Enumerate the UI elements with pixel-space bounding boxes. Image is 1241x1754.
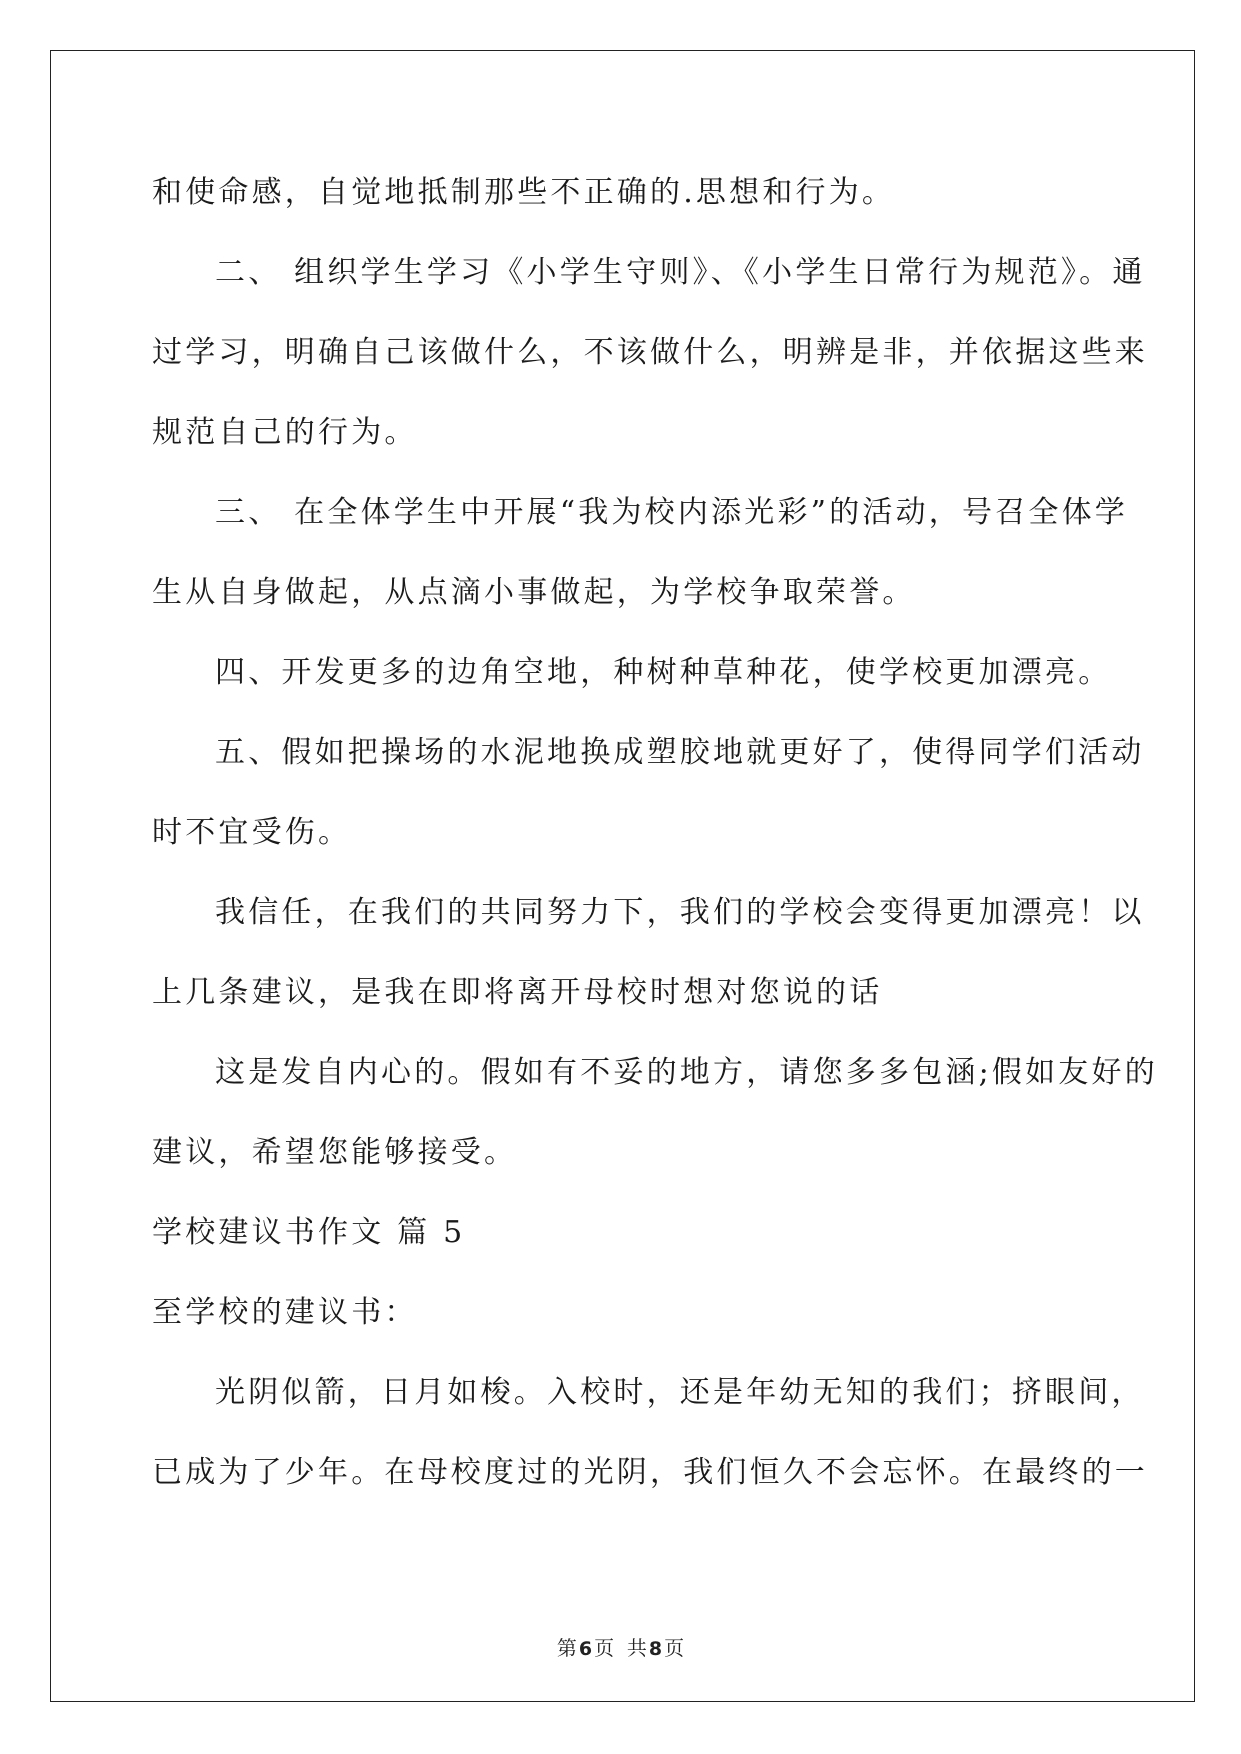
text-line: 这是发自内心的。假如有不妥的地方，请您多多包涵;假如友好的: [215, 1055, 1158, 1090]
text-line: 五、假如把操场的水泥地换成塑胶地就更好了，使得同学们活动: [215, 735, 1145, 770]
text-line: 已成为了少年。在母校度过的光阴，我们恒久不会忘怀。在最终的一: [152, 1455, 1148, 1490]
text-line: 光阴似箭，日月如梭。入校时，还是年幼无知的我们；挤眼间，: [215, 1375, 1145, 1410]
letter-salutation: 至学校的建议书：: [152, 1295, 418, 1330]
current-page-number: 6: [578, 1638, 593, 1660]
text-line: 我信任，在我们的共同努力下，我们的学校会变得更加漂亮！以: [215, 895, 1145, 930]
section-heading: 学校建议书作文 篇 5: [152, 1215, 466, 1250]
page-footer: [0, 1632, 1241, 1661]
text-line: 四、开发更多的边角空地，种树种草种花，使学校更加漂亮。: [215, 655, 1112, 690]
text-line: 二、 组织学生学习《小学生守则》、《小学生日常行为规范》。通: [215, 255, 1146, 290]
text-line: 和使命感，自觉地抵制那些不正确的.思想和行为。: [152, 175, 896, 210]
text-line: 上几条建议，是我在即将离开母校时想对您说的话: [152, 975, 883, 1010]
text-line: 三、 在全体学生中开展“我为校内添光彩”的活动，号召全体学: [215, 495, 1129, 530]
footer-suffix: 页: [664, 1636, 685, 1660]
text-line: 过学习，明确自己该做什么，不该做什么，明辨是非，并依据这些来: [152, 335, 1148, 370]
text-line: 规范自己的行为。: [152, 415, 418, 450]
total-page-number: 8: [648, 1638, 663, 1660]
footer-mid: 页 共: [594, 1636, 647, 1660]
text-line: 时不宜受伤。: [152, 815, 352, 850]
text-line: 生从自身做起，从点滴小事做起，为学校争取荣誉。: [152, 575, 916, 610]
footer-prefix: 第: [556, 1636, 577, 1660]
text-line: 建议，希望您能够接受。: [152, 1135, 518, 1170]
